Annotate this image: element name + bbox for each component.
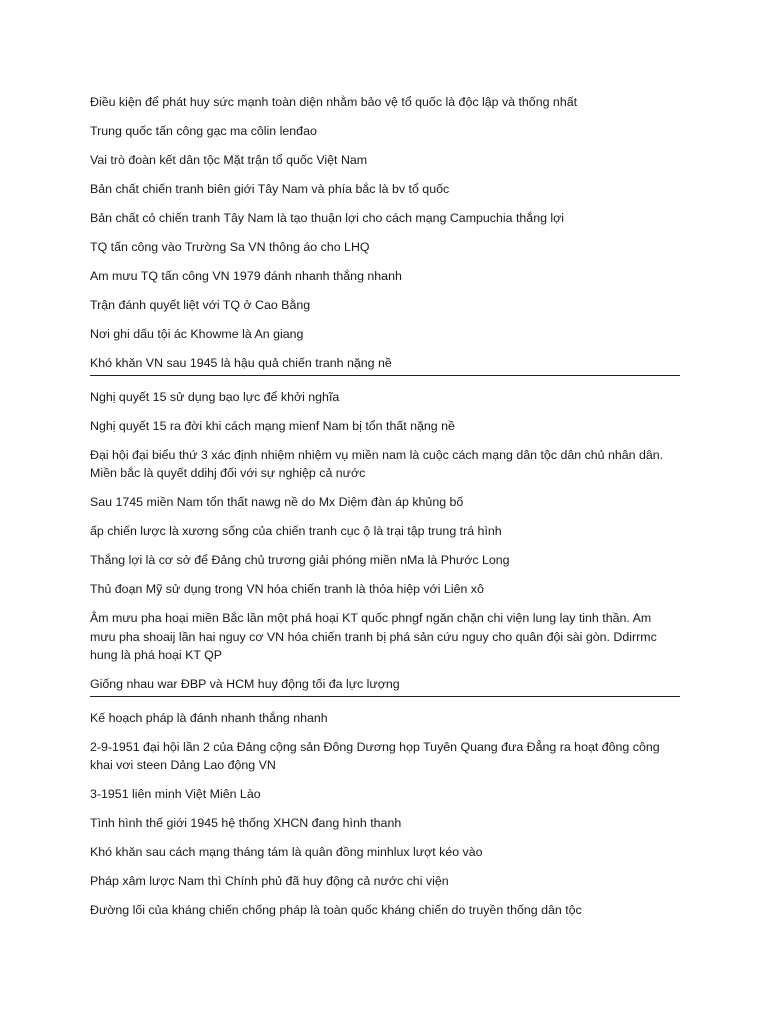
document-paragraph: Sau 1745 miền Nam tổn thất nawg nề do Mx Diệm đàn áp khủng bố <box>90 495 464 509</box>
document-paragraph: Đường lối của kháng chiến chống pháp là toàn quốc kháng chiến do truyền thống dân tộc <box>90 903 582 917</box>
document-paragraph: Trận đánh quyết liệt với TQ ở Cao Bằng <box>90 298 311 312</box>
document-paragraph: Am mưu TQ tấn công VN 1979 đánh nhanh thắng nhanh <box>90 269 402 283</box>
document-paragraph: Giống nhau war ĐBP và HCM huy động tối đa lực lượng <box>90 675 680 697</box>
document-paragraph: Khó khăn VN sau 1945 là hậu quả chiến tranh nặng nề <box>90 354 680 376</box>
document-paragraph: Bản chất chiến tranh biên giới Tây Nam và phía bắc là bv tổ quốc <box>90 182 450 196</box>
document-paragraph: Đại hội đại biểu thứ 3 xác định nhiệm nhiệm vụ miền nam là cuộc cách mạng dân tộc dân chủ nhân dân. Miền bắc là quyết ddihj đối với sự nghiệp cả nước <box>90 447 664 480</box>
document-paragraph: ấp chiến lược là xương sống của chiến tranh cục ộ là trại tập trung trá hình <box>90 524 502 538</box>
document-paragraph: Tình hình thế giới 1945 hệ thống XHCN đang hình thanh <box>90 816 402 830</box>
document-paragraph: Vai trò đoàn kết dân tộc Mặt trận tổ quốc Việt Nam <box>90 153 368 167</box>
document-paragraph: Điều kiện để phát huy sức mạnh toàn diện nhằm bảo vệ tổ quốc là độc lập và thống nhất <box>90 95 578 109</box>
document-paragraph: Nơi ghi dấu tội ác Khowme là An giang <box>90 327 304 341</box>
document-paragraph: 3-1951 liên minh Việt Miên Lào <box>90 787 261 801</box>
document-paragraph: Khó khăn sau cách mạng tháng tám là quân đồng minhlux lượt kéo vào <box>90 845 483 859</box>
document-paragraph: Bản chất cỏ chiến tranh Tây Nam là tạo thuận lợi cho cách mạng Campuchia thắng lợi <box>90 211 565 225</box>
document-paragraph: 2-9-1951 đại hội lần 2 của Đảng cộng sản Đông Dương họp Tuyên Quang đưa Đẳng ra hoạt đông công khai vơi steen Dảng Lao động VN <box>90 739 660 772</box>
document-paragraph: TQ tấn công vào Trường Sa VN thông áo cho LHQ <box>90 240 370 254</box>
document-paragraph: Thủ đoạn Mỹ sử dụng trong VN hóa chiến tranh là thỏa hiệp với Liên xô <box>90 582 484 596</box>
document-paragraph: Trung quốc tấn công gạc ma côlin lenđao <box>90 124 317 138</box>
document-paragraph: Âm mưu pha hoại miền Bắc lần một phá hoại KT quốc phngf ngăn chặn chi viện lung lay tinh thần. Am mưu pha shoaij lần hai nguy cơ VN hóa chiến tranh bị phá sản cứu nguy cho quân đội sài gòn. Ddirrmc hung là phá hoại KT QP <box>90 611 657 662</box>
document-paragraph: Thắng lợi là cơ sở để Đảng chủ trương giải phóng miền nMa là Phước Long <box>90 553 510 567</box>
document-paragraph: Pháp xâm lược Nam thì Chính phủ đã huy động cả nước chi viện <box>90 874 449 888</box>
document-paragraph: Kế hoạch pháp là đánh nhanh thắng nhanh <box>90 710 328 725</box>
document-page <box>90 93 680 930</box>
document-paragraph: Nghị quyết 15 ra đời khi cách mạng mienf Nam bị tổn thất nặng nề <box>90 418 455 433</box>
document-paragraph: Nghị quyết 15 sử dụng bạo lực để khởi nghĩa <box>90 389 340 404</box>
